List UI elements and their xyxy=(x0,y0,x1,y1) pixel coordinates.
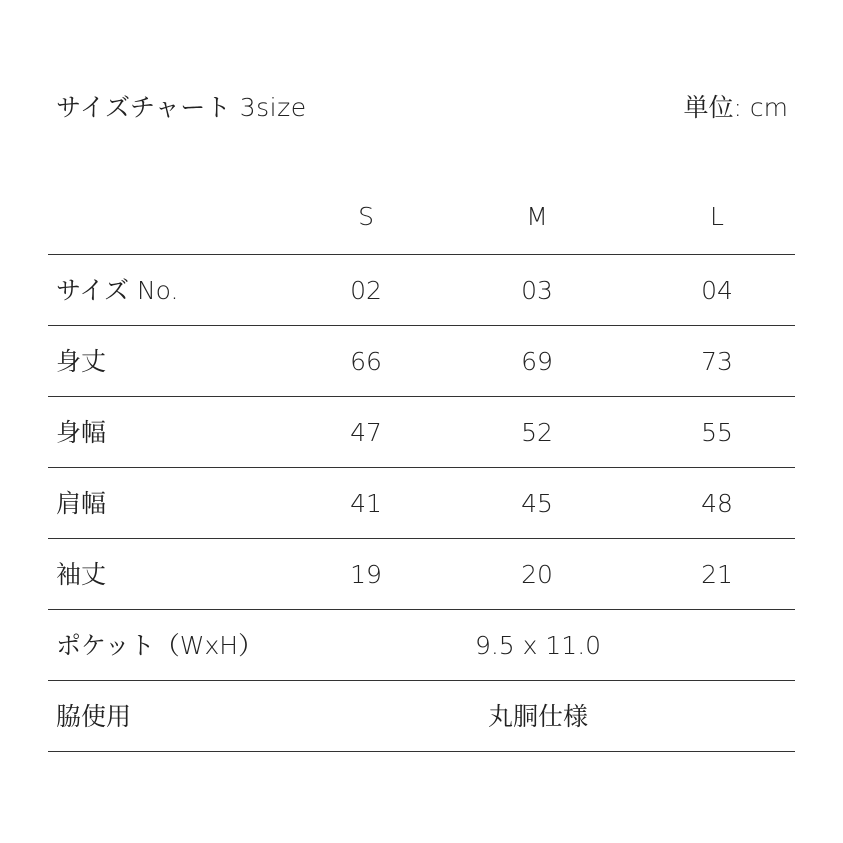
column-header-s: S xyxy=(358,201,374,231)
table-cell: 19 xyxy=(350,559,382,589)
row-label: サイズ No. xyxy=(56,275,179,305)
table-cell: 52 xyxy=(521,417,553,447)
table-cell: 21 xyxy=(701,559,733,589)
table-row xyxy=(48,397,795,468)
table-cell: 04 xyxy=(701,275,733,305)
table-header-row xyxy=(48,178,795,255)
table-row xyxy=(48,326,795,397)
table-row-span xyxy=(48,681,795,752)
table-cell: 55 xyxy=(701,417,733,447)
table-row xyxy=(48,468,795,539)
size-table xyxy=(48,178,795,752)
row-label: 肩幅 xyxy=(56,488,107,518)
row-label: 身幅 xyxy=(56,417,107,447)
table-cell: 45 xyxy=(521,488,553,518)
table-cell: 41 xyxy=(350,488,382,518)
table-cell-span: 丸胴仕様 xyxy=(487,701,588,731)
table-cell: 03 xyxy=(521,275,553,305)
table-cell: 47 xyxy=(350,417,382,447)
table-cell: 73 xyxy=(701,346,733,376)
table-row xyxy=(48,255,795,326)
table-cell: 20 xyxy=(521,559,553,589)
table-cell-span: 9.5 x 11.0 xyxy=(474,630,602,660)
table-row xyxy=(48,539,795,610)
table-cell: 48 xyxy=(701,488,733,518)
row-label: 脇使用 xyxy=(56,701,132,731)
row-label: 袖丈 xyxy=(56,559,107,589)
table-cell: 02 xyxy=(350,275,382,305)
table-row-span xyxy=(48,610,795,681)
table-cell: 69 xyxy=(521,346,553,376)
unit-label: 単位: cm xyxy=(683,93,788,122)
column-header-l: L xyxy=(710,201,724,231)
table-cell: 66 xyxy=(350,346,382,376)
row-label: ポケット（WxH） xyxy=(56,630,264,660)
chart-title: サイズチャート 3size xyxy=(56,93,307,122)
column-header-m: M xyxy=(526,201,548,231)
row-label: 身丈 xyxy=(56,346,107,376)
